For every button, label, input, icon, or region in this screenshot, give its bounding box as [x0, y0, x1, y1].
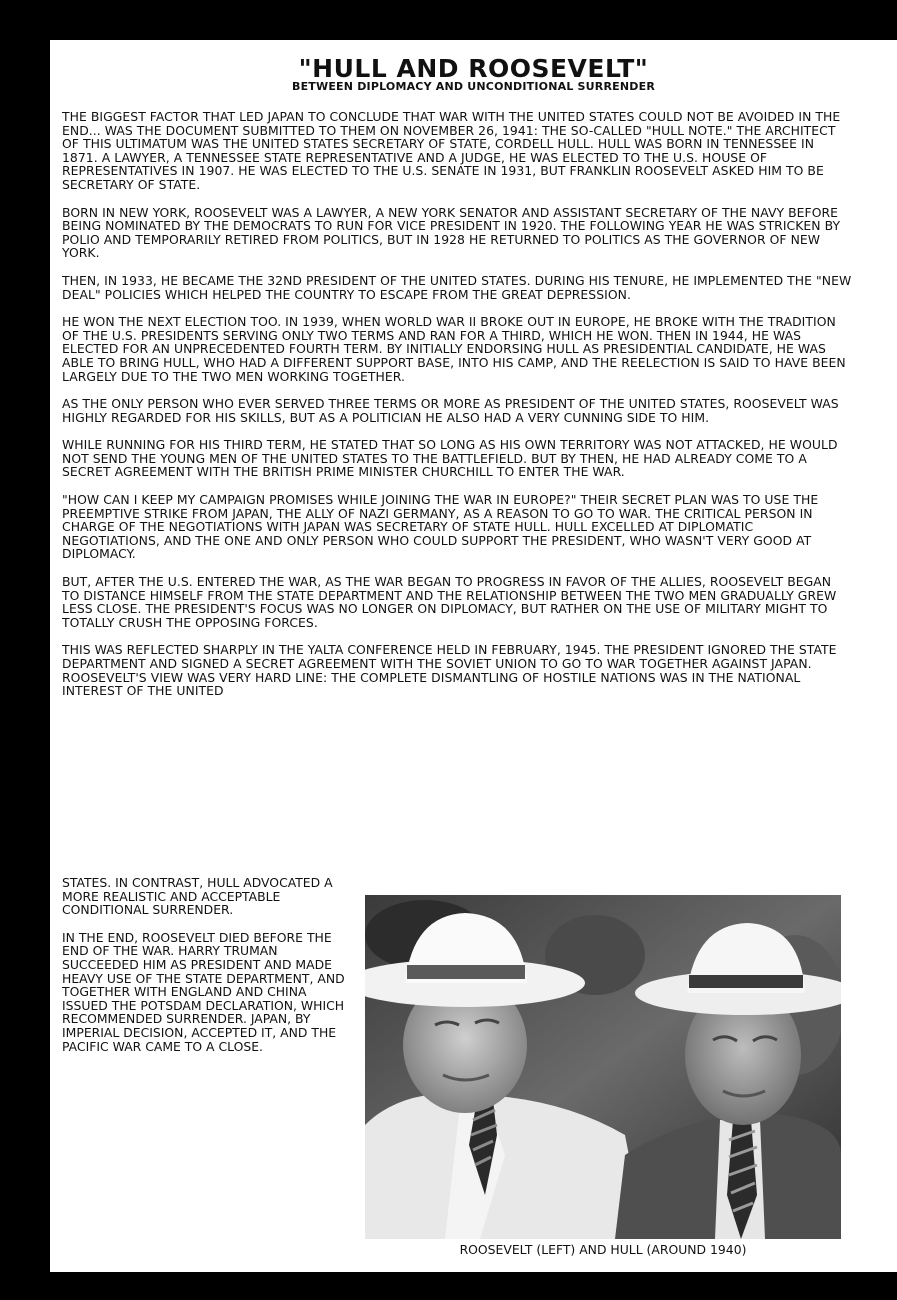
paragraph: HE WON THE NEXT ELECTION TOO. IN 1939, WHEN WORLD WAR II BROKE OUT IN EUROPE, HE BROKE WITH THE TRADITION OF THE U.S. PRESIDENTS SERVING ONLY TWO TERMS AND RAN FOR A THIRD, WHICH HE WON. THEN IN 1944, HE WAS ELECTED FOR AN UNPRECEDENTED FOURTH TERM. BY INITIALLY ENDORSING HULL AS PRESIDENTIAL CANDIDATE, HE WAS ABLE TO BRING HULL, WHO HAD A DIFFERENT SUPPORT BASE, INTO HIS CAMP, AND THE REELECTION IS SAID TO HAVE BEEN LARGELY DUE TO THE TWO MEN WORKING TOGETHER. [62, 314, 846, 384]
paragraph: THIS WAS REFLECTED SHARPLY IN THE YALTA CONFERENCE HELD IN FEBRUARY, 1945. THE PRESIDENT IGNORED THE STATE DEPARTMENT AND SIGNED A SECRET AGREEMENT WITH THE SOVIET UNION TO GO TO WAR TOGETHER AGAINST JAPAN. ROOSEVELT'S VIEW WAS VERY HARD LINE: THE COMPLETE DISMANTLING OF HOSTILE NATIONS WAS IN THE NATIONAL INTEREST OF THE UNITED [62, 642, 837, 699]
paragraph: "HOW CAN I KEEP MY CAMPAIGN PROMISES WHILE JOINING THE WAR IN EUROPE?" THEIR SECRET PLAN WAS TO USE THE PREEMPTIVE STRIKE FROM JAPAN, THE ALLY OF NAZI GERMANY, AS A REASON TO GO TO WAR. THE CRITICAL PERSON IN CHARGE OF THE NEGOTIATIONS WITH JAPAN WAS SECRETARY OF STATE HULL. HULL EXCELLED AT DIPLOMATIC NEGOTIATIONS, AND THE ONE AND ONLY PERSON WHO COULD SUPPORT THE PRESIDENT, WHO WASN'T VERY GOOD AT DIPLOMACY. [62, 492, 819, 562]
paragraph: IN THE END, ROOSEVELT DIED BEFORE THE END OF THE WAR. HARRY TRUMAN SUCCEEDED HIM AS PRESIDENT AND MADE HEAVY USE OF THE STATE DEPARTMENT, AND TOGETHER WITH ENGLAND AND CHINA ISSUED THE POTSDAM DECLARATION, WHICH RECOMMENDED SURRENDER. JAPAN, BY IMPERIAL DECISION, ACCEPTED IT, AND THE PACIFIC WAR CAME TO A CLOSE. [62, 929, 345, 1054]
historical-photo [365, 895, 841, 1239]
paragraph: THEN, IN 1933, HE BECAME THE 32ND PRESIDENT OF THE UNITED STATES. DURING HIS TENURE, HE IMPLEMENTED THE "NEW DEAL" POLICIES WHICH HELPED THE COUNTRY TO ESCAPE FROM THE GREAT DEPRESSION. [62, 272, 852, 302]
page-title: "HULL AND ROOSEVELT" [298, 54, 649, 83]
photo-illustration [365, 895, 841, 1239]
paragraph: AS THE ONLY PERSON WHO EVER SERVED THREE TERMS OR MORE AS PRESIDENT OF THE UNITED STATES, ROOSEVELT WAS HIGHLY REGARDED FOR HIS SKILLS, BUT AS A POLITICIAN HE ALSO HAD A VERY CUNNING SIDE TO HIM. [62, 396, 839, 425]
page-subtitle: BETWEEN DIPLOMACY AND UNCONDITIONAL SURRENDER [292, 80, 655, 93]
left-column-text [62, 876, 352, 1067]
article-body [62, 110, 852, 712]
paragraph: BUT, AFTER THE U.S. ENTERED THE WAR, AS THE WAR BEGAN TO PROGRESS IN FAVOR OF THE ALLIES, ROOSEVELT BEGAN TO DISTANCE HIMSELF FROM THE STATE DEPARTMENT AND THE RELATIONSHIP BETWEEN THE TWO MEN GRADUALLY GREW LESS CLOSE. THE PRESIDENT'S FOCUS WAS NO LONGER ON DIPLOMACY, BUT RATHER ON THE USE OF MILITARY MIGHT TO TOTALLY CRUSH THE OPPOSING FORCES. [62, 574, 837, 630]
photo-caption: ROOSEVELT (LEFT) AND HULL (AROUND 1940) [459, 1242, 747, 1257]
paragraph: STATES. IN CONTRAST, HULL ADVOCATED A MORE REALISTIC AND ACCEPTABLE CONDITIONAL SURRENDER. [62, 875, 333, 918]
paragraph: WHILE RUNNING FOR HIS THIRD TERM, HE STATED THAT SO LONG AS HIS OWN TERRITORY WAS NOT ATTACKED, HE WOULD NOT SEND THE YOUNG MEN OF THE UNITED STATES TO THE BATTLEFIELD. BUT BY THEN, HE HAD ALREADY COME TO A SECRET AGREEMENT WITH THE BRITISH PRIME MINISTER CHURCHILL TO ENTER THE WAR. [62, 437, 838, 480]
paragraph: THE BIGGEST FACTOR THAT LED JAPAN TO CONCLUDE THAT WAR WITH THE UNITED STATES COULD NOT BE AVOIDED IN THE END... WAS THE DOCUMENT SUBMITTED TO THEM ON NOVEMBER 26, 1941: THE SO-CALLED "HULL NOTE." THE ARCHITECT OF THIS ULTIMATUM WAS THE UNITED STATES SECRETARY OF STATE, CORDELL HULL. HULL WAS BORN IN TENNESSEE IN 1871. A LAWYER, A TENNESSEE STATE REPRESENTATIVE AND A JUDGE, HE WAS ELECTED TO THE U.S. HOUSE OF REPRESENTATIVES IN 1907. HE WAS ELECTED TO THE U.S. SENATE IN 1931, BUT FRANKLIN ROOSEVELT ASKED HIM TO BE SECRETARY OF STATE. [62, 109, 841, 192]
paragraph: BORN IN NEW YORK, ROOSEVELT WAS A LAWYER, A NEW YORK SENATOR AND ASSISTANT SECRETARY OF THE NAVY BEFORE BEING NOMINATED BY THE DEMOCRATS TO RUN FOR VICE PRESIDENT IN 1920. THE FOLLOWING YEAR HE WAS STRICKEN BY POLIO AND TEMPORARILY RETIRED FROM POLITICS, BUT IN 1928 HE RETURNED TO POLITICS AS THE GOVERNOR OF NEW YORK. [62, 204, 841, 261]
manga-page [50, 40, 897, 1272]
